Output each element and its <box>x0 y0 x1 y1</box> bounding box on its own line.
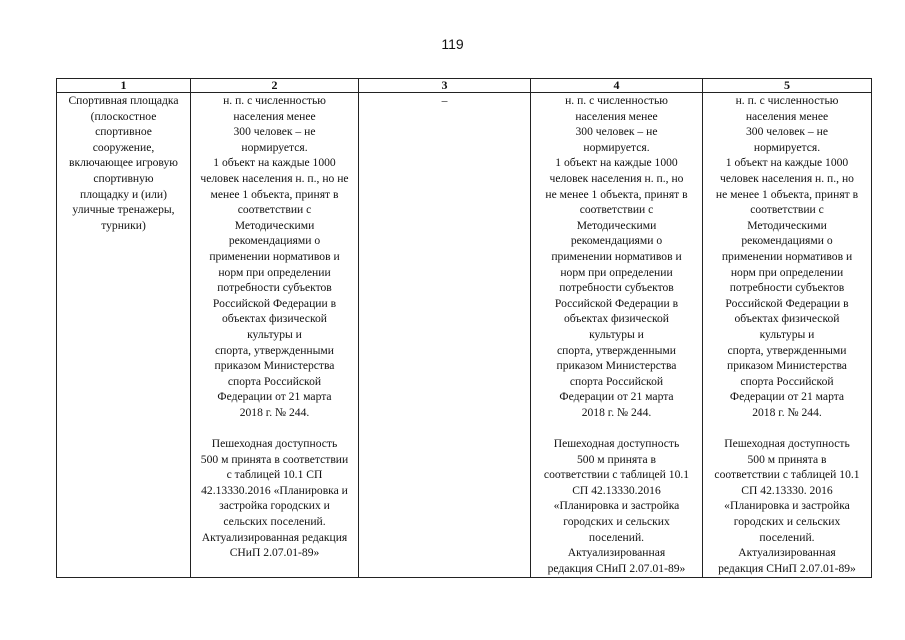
text-line: соответствии с <box>750 203 824 217</box>
text-line: редакция СНиП 2.07.01-89» <box>547 561 686 575</box>
text-line: городских и сельских <box>563 515 670 529</box>
text-line: 500 м принята в соответствии <box>200 452 349 466</box>
text-line: сельских поселений. <box>223 515 326 529</box>
column-2-cell <box>191 93 359 578</box>
text-line: нормируется. <box>583 140 650 154</box>
text-line: Методическими <box>576 218 657 232</box>
text-line: 1 объект на каждые 1000 <box>555 156 678 170</box>
text-line: СНиП 2.07.01-89» <box>229 546 320 560</box>
object-name-text <box>60 93 187 233</box>
text-line: Российской Федерации в <box>212 296 337 310</box>
text-line: – <box>441 94 448 107</box>
text-line: применении нормативов и <box>551 249 682 263</box>
text-line: менее 1 объекта, принят в <box>210 187 339 201</box>
text-line: не менее 1 объекта, принят в <box>545 187 688 201</box>
column-header-5: 5 <box>703 79 872 93</box>
text-line: сооружение, <box>92 140 155 154</box>
text-line: включающее игровую <box>69 156 178 170</box>
table-row <box>57 93 872 578</box>
text-line: 1 объект на каждые 1000 <box>725 156 849 170</box>
capacity-norm-text <box>534 93 699 420</box>
regulations-table <box>56 78 872 578</box>
text-line: населения менее <box>575 109 658 123</box>
text-line: н. п. с численностью <box>735 94 839 107</box>
text-line: Актуализированная <box>738 546 836 560</box>
text-line: Пешеходная доступность <box>553 437 680 451</box>
text-line: 1 объект на каждые 1000 <box>213 156 336 170</box>
text-line: приказом Министерства <box>214 359 335 373</box>
text-line: спортивное <box>95 125 152 139</box>
text-line: человек населения н. п., но <box>720 171 854 185</box>
text-line: соответствии с таблицей 10.1 <box>714 468 860 482</box>
text-line: не менее 1 объекта, принят в <box>715 187 859 201</box>
text-line: спорта Российской <box>569 374 664 388</box>
text-line: 500 м принята в <box>577 452 656 466</box>
accessibility-norm-text <box>706 436 868 576</box>
text-line: турники) <box>101 218 146 232</box>
text-line: Методическими <box>234 218 315 232</box>
text-line: Пешеходная доступность <box>211 437 338 451</box>
text-line: поселений. <box>759 530 815 544</box>
text-line: 2018 г. № 244. <box>752 405 822 419</box>
text-line: приказом Министерства <box>727 359 847 373</box>
text-line: Российской Федерации в <box>725 296 849 310</box>
text-line: населения менее <box>233 109 316 123</box>
text-line: площадку и (или) <box>80 187 167 201</box>
text-line: нормируется. <box>241 140 308 154</box>
text-line: Российской Федерации в <box>554 296 679 310</box>
text-line: норм при определении <box>560 265 673 279</box>
text-line: норм при определении <box>730 265 844 279</box>
column-header-3: 3 <box>359 79 531 93</box>
text-line: 42.13330.2016 «Планировка и <box>201 483 348 497</box>
text-line: приказом Министерства <box>556 359 677 373</box>
text-line: уличные тренажеры, <box>72 203 175 217</box>
text-line: Пешеходная доступность <box>724 437 850 451</box>
text-line: «Планировка и застройка <box>553 499 680 513</box>
text-line: применении нормативов и <box>721 249 853 263</box>
accessibility-norm-text <box>194 436 355 561</box>
text-line: соответствии с <box>237 203 312 217</box>
text-line: рекомендациями о <box>228 234 321 248</box>
page-number: 119 <box>441 36 464 52</box>
text-line: Федерации от 21 марта <box>559 390 674 404</box>
text-line: спортивную <box>93 171 154 185</box>
text-line: применении нормативов и <box>209 249 340 263</box>
text-line: н. п. с численностью <box>223 94 326 107</box>
text-line: человек населения н. п., но не <box>200 171 349 185</box>
text-line: культуры и <box>759 327 815 341</box>
text-line: потребности субъектов <box>559 281 674 295</box>
text-line: потребности субъектов <box>217 281 332 295</box>
text-line: 2018 г. № 244. <box>581 405 652 419</box>
object-name-cell <box>57 93 191 578</box>
text-line: соответствии с таблицей 10.1 <box>543 468 690 482</box>
text-line: (плоскостное <box>90 109 157 123</box>
column-3-cell <box>359 93 531 578</box>
text-line: спорта Российской <box>740 374 834 388</box>
text-line: населения менее <box>745 109 829 123</box>
text-line: спорта, утвержденными <box>727 343 847 357</box>
capacity-norm-text <box>194 93 355 420</box>
column-5-cell <box>703 93 872 578</box>
text-line: н. п. с численностью <box>565 94 668 107</box>
text-line: нормируется. <box>753 140 821 154</box>
column-header-2: 2 <box>191 79 359 93</box>
text-line: редакция СНиП 2.07.01-89» <box>718 561 856 575</box>
dash-text <box>362 93 527 109</box>
text-line: потребности субъектов <box>729 281 845 295</box>
text-line: с таблицей 10.1 СП <box>226 468 323 482</box>
text-line: спорта, утвержденными <box>557 343 676 357</box>
text-line: 300 человек – не <box>575 125 658 139</box>
accessibility-norm-text <box>534 436 699 576</box>
text-line: Актуализированная <box>567 546 666 560</box>
column-4-cell <box>531 93 703 578</box>
text-line: Актуализированная редакция <box>201 530 348 544</box>
text-line: СП 42.13330.2016 <box>572 483 661 497</box>
text-line: поселений. <box>588 530 645 544</box>
text-line: рекомендациями о <box>741 234 833 248</box>
text-line: 300 человек – не <box>233 125 316 139</box>
text-line: Федерации от 21 марта <box>217 390 332 404</box>
text-line: объектах физической <box>734 312 840 326</box>
text-line: соответствии с <box>579 203 654 217</box>
column-header-1: 1 <box>57 79 191 93</box>
text-line: культуры и <box>247 327 302 341</box>
text-line: застройка городских и <box>219 499 330 513</box>
column-header-4: 4 <box>531 79 703 93</box>
text-line: Спортивная площадка <box>68 94 179 107</box>
text-line: городских и сельских <box>733 515 841 529</box>
text-line: объектах физической <box>221 312 328 326</box>
text-line: объектах физической <box>563 312 670 326</box>
text-line: спорта, утвержденными <box>215 343 334 357</box>
text-line: «Планировка и застройка <box>724 499 850 513</box>
text-line: норм при определении <box>218 265 331 279</box>
table-header-row <box>57 79 872 93</box>
text-line: культуры и <box>589 327 644 341</box>
text-line: Методическими <box>747 218 827 232</box>
text-line: 500 м принята в <box>747 452 827 466</box>
text-line: человек населения н. п., но <box>549 171 684 185</box>
text-line: СП 42.13330. 2016 <box>741 483 833 497</box>
text-line: 2018 г. № 244. <box>239 405 310 419</box>
text-line: Федерации от 21 марта <box>729 390 845 404</box>
text-line: 300 человек – не <box>746 125 828 139</box>
text-line: рекомендациями о <box>570 234 663 248</box>
text-line: спорта Российской <box>227 374 322 388</box>
capacity-norm-text <box>706 93 868 420</box>
